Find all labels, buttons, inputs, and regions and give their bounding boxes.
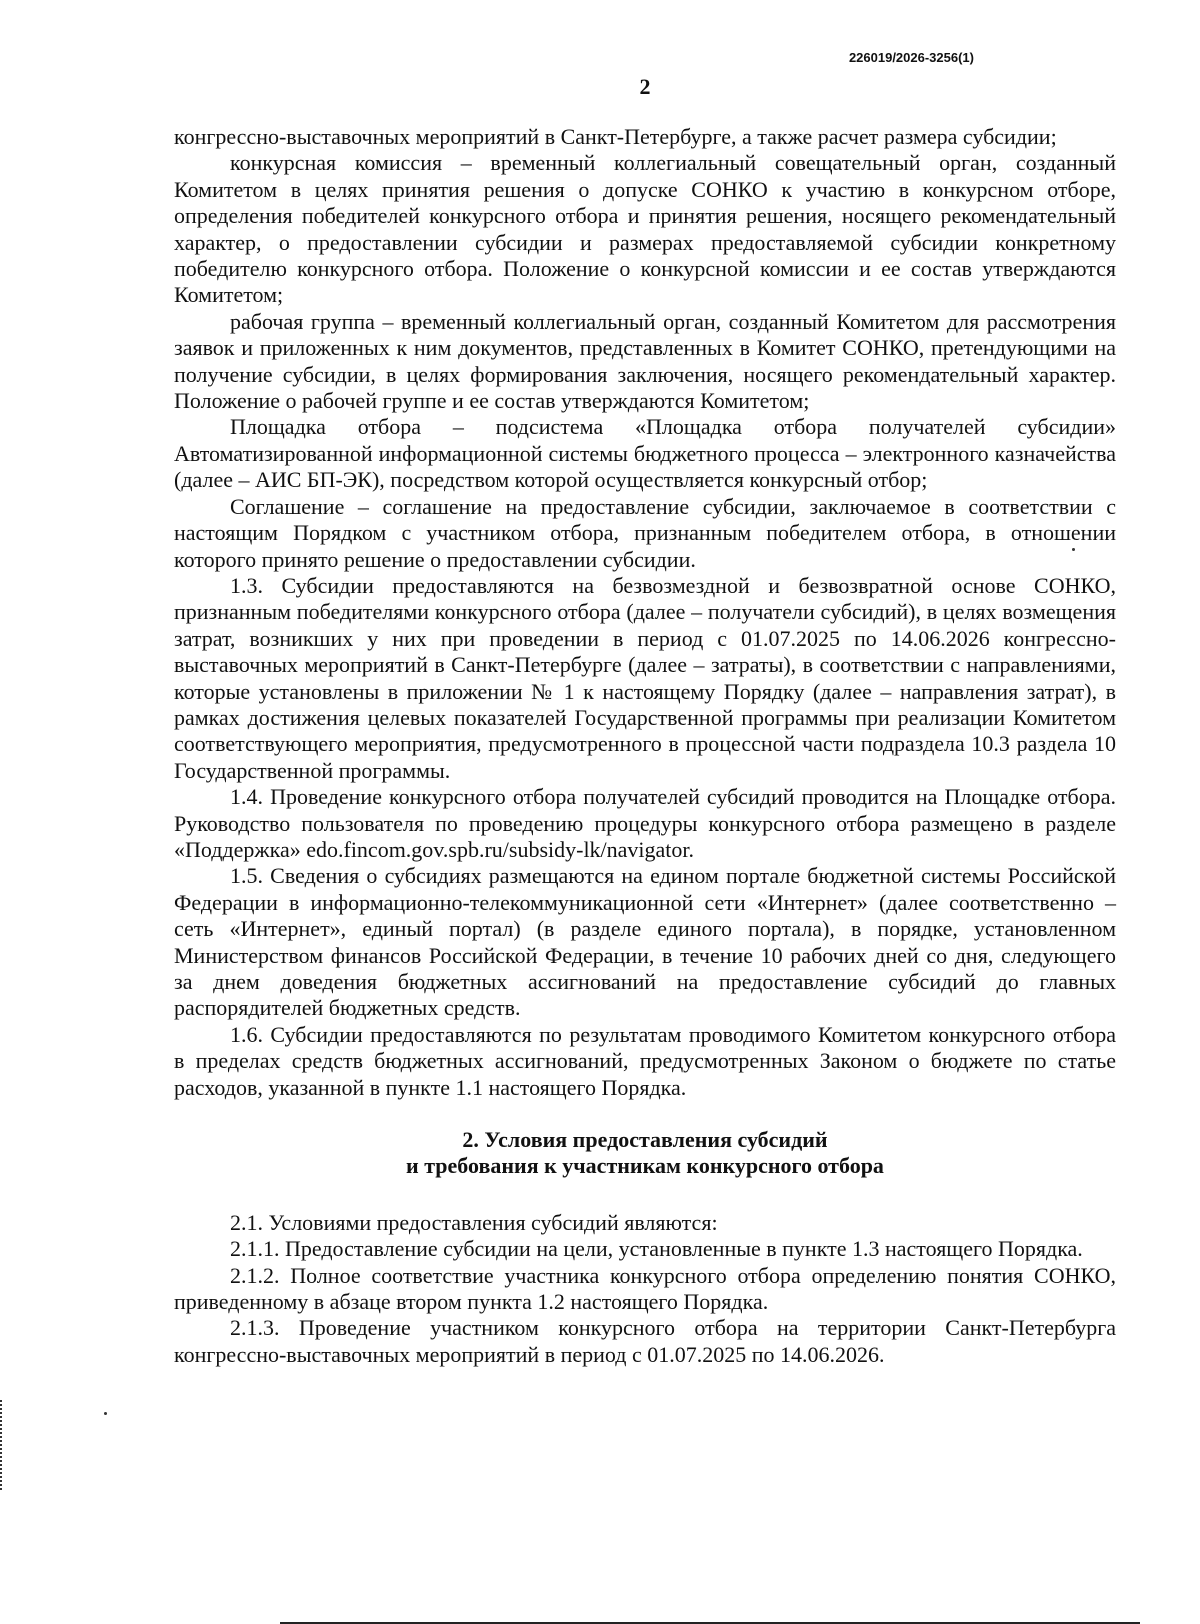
section-2-title [174,1127,1116,1180]
section-title-line-1: 2. Условия предоставления субсидий [462,1127,828,1153]
paragraph-1-5: 1.5. Сведения о субсидиях размещаются на едином портале бюджетной системы Российской Федерации в информационно-телекоммуникационной сети «Интернет» (далее соответственно – сеть «Интернет», единый портал) (в разделе единого портала), в порядке, установленном Министерством финансов Российской Федерации, в течение 10 рабочих дней со дня, следующего за днем доведения бюджетных ассигнований на предоставление субсидий до главных распорядителей бюджетных средств. [174,863,1116,1021]
paragraph-continuation: конгрессно-выставочных мероприятий в Санкт-Петербурге, а также расчет размера субсидии; [174,124,1057,149]
paragraph-agreement: Соглашение – соглашение на предоставление субсидии, заключаемое в соответствии с настоящим Порядком с участником отбора, признанным победителем отбора, в отношении которого принято решение о предоставлении субсидии. [174,493,1116,572]
page-number: 2 [639,74,651,99]
paragraph-working-group: рабочая группа – временный коллегиальный орган, созданный Комитетом для рассмотрения заявок и приложенных к ним документов, представленных в Комитет СОНКО, претендующими на получение субсидии, в целях формирования заключения, носящего рекомендательный характер. Положение о рабочей группе и ее состав утверждаются Комитетом; [174,308,1116,414]
paragraph-1-4: 1.4. Проведение конкурсного отбора получателей субсидий проводится на Площадке отбора. Руководство пользователя по проведению процедуры конкурсного отбора размещено в разделе «Поддержка» edo.fincom.gov.spb.ru/subsidy-lk/navigator. [174,784,1116,862]
paragraph-2-1-1: 2.1.1. Предоставление субсидии на цели, установленные в пункте 1.3 настоящего Порядка. [230,1236,1083,1262]
document-registration-number: 226019/2026-3256(1) [848,50,974,65]
paragraph-competition-commission: конкурсная комиссия – временный коллегиальный совещательный орган, созданный Комитетом в целях принятия решения о допуске СОНКО к участию в конкурсном отборе, определения победителей конкурсного отбора и принятия решения, носящего рекомендательный характер, о предоставлении субсидии и размерах предоставляемой субсидии конкретному победителю конкурсного отбора. Положение о конкурсной комиссии и ее состав утверждаются Комитетом; [174,150,1116,308]
scan-speck [104,1412,107,1415]
paragraph-1-3: 1.3. Субсидии предоставляются на безвозмездной и безвозвратной основе СОНКО, признанным победителями конкурсного отбора (далее – получатели субсидий), в целях возмещения затрат, возникших у них при проведении в период с 01.07.2025 по 14.06.2026 конгрессно-выставочных мероприятий в Санкт-Петербурге (далее – затраты), в соответствии с направлениями, которые установлены в приложении № 1 к настоящему Порядку (далее – направления затрат), в рамках достижения целевых показателей Государственной программы при реализации Комитетом соответствующего мероприятия, предусмотренного в процессной части подраздела 10.3 раздела 10 Государственной программы. [174,572,1116,783]
paragraph-2-1-2: 2.1.2. Полное соответствие участника конкурсного отбора определению понятия СОНКО, приведенному в абзаце втором пункта 1.2 настоящего Порядка. [174,1262,1116,1315]
scan-edge-marks [0,1400,4,1490]
scan-speck [1072,548,1075,551]
paragraph-1-6: 1.6. Субсидии предоставляются по результатам проводимого Комитетом конкурсного отбора в пределах средств бюджетных ассигнований, предусмотренных Законом о бюджете по статье расходов, указанной в пункте 1.1 настоящего Порядка. [174,1021,1116,1100]
section-title-line-2: и требования к участникам конкурсного отбора [406,1153,884,1179]
paragraph-2-1-3: 2.1.3. Проведение участником конкурсного отбора на территории Санкт-Петербурга конгрессно-выставочных мероприятий в период с 01.07.2025 по 14.06.2026. [174,1315,1116,1367]
paragraph-selection-platform: Площадка отбора – подсистема «Площадка отбора получателей субсидии» Автоматизированной информационной системы бюджетного процесса – электронного казначейства (далее – АИС БП-ЭК), посредством которой осуществляется конкурсный отбор; [174,414,1116,493]
document-body [174,124,1116,1368]
paragraph-2-1: 2.1. Условиями предоставления субсидий являются: [230,1209,718,1235]
